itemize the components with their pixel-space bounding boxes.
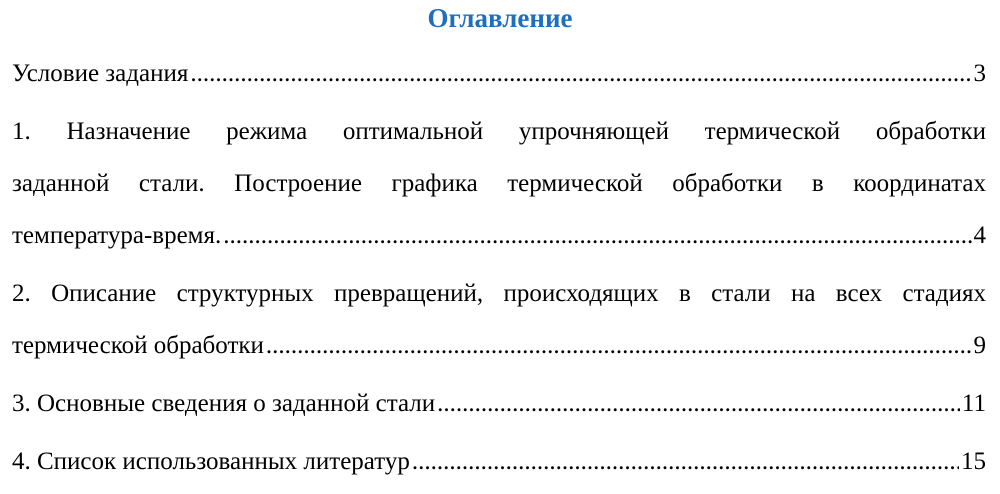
toc-entry-heat-treatment-mode[interactable] <box>12 106 986 262</box>
toc-entry-text: 2. Описание структурных превращений, происходящих в стали на всех стадиях <box>12 280 986 307</box>
toc-page-number: 11 <box>961 390 986 417</box>
toc-entry-text: 1. Назначение режима оптимальной упрочняющей термической обработки <box>12 118 986 145</box>
toc-dot-leader <box>266 320 972 372</box>
toc-dot-leader <box>223 210 971 262</box>
toc-entry-task-statement[interactable] <box>12 48 986 100</box>
toc-entry-structural-transformations[interactable] <box>12 268 986 372</box>
toc-entry-text: заданной стали. Построение графика термической обработки в координатах <box>12 170 986 197</box>
toc-page-number: 15 <box>961 448 986 475</box>
toc-entry-text: 4. Список использованных литератур <box>12 448 410 475</box>
toc-page-number: 3 <box>973 60 986 87</box>
toc-entry-references[interactable] <box>12 436 986 488</box>
toc-page-number: 4 <box>973 222 986 249</box>
toc-entry-text: Условие задания <box>12 60 189 87</box>
toc-dot-leader <box>412 436 959 488</box>
toc-entry-text: температура-время. <box>12 222 222 249</box>
table-of-contents <box>12 48 986 494</box>
toc-dot-leader <box>437 378 960 430</box>
toc-dot-leader <box>190 48 971 100</box>
toc-title: Оглавление <box>427 3 573 33</box>
toc-entry-steel-info[interactable] <box>12 378 986 430</box>
toc-entry-text: 3. Основные сведения о заданной стали <box>12 390 436 417</box>
toc-page-number: 9 <box>973 332 986 359</box>
toc-entry-text: термической обработки <box>12 332 264 359</box>
